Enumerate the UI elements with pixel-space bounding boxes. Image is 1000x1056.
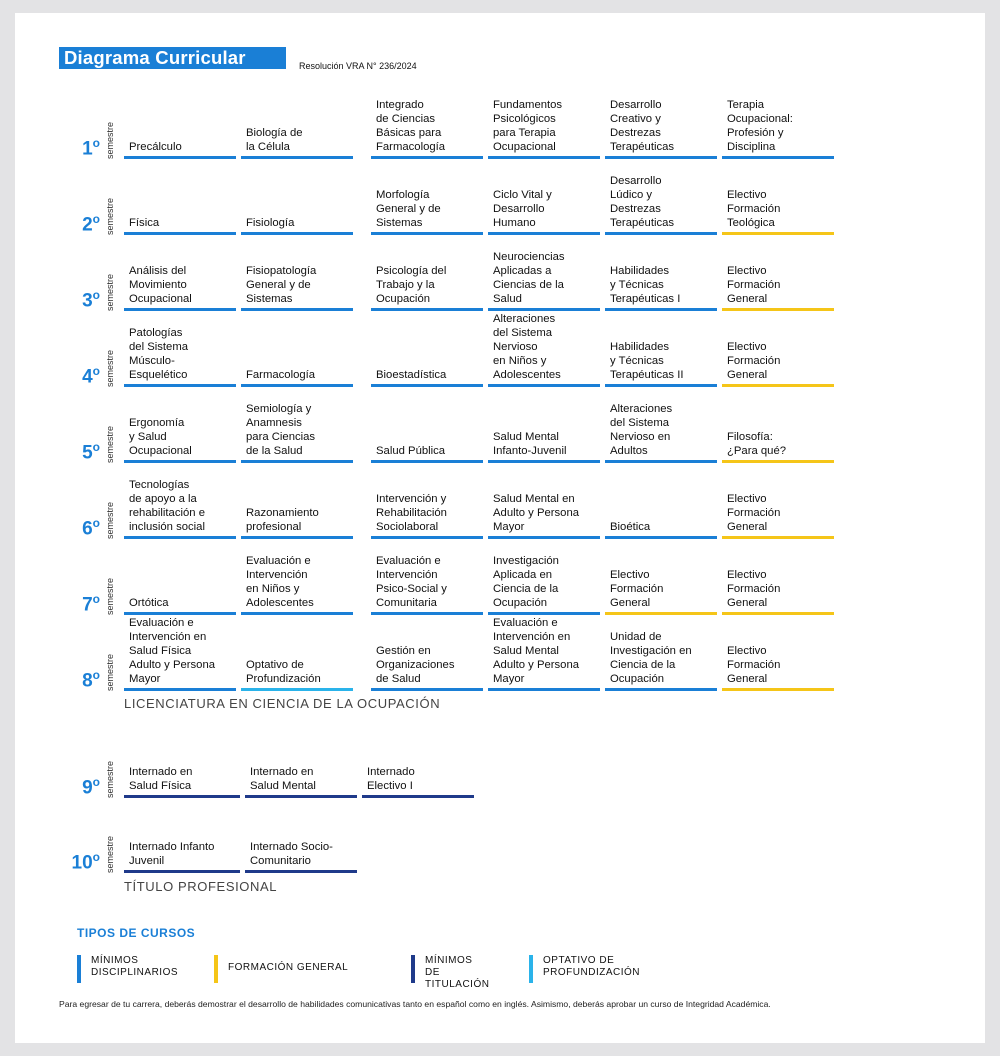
ordinal-mark: o <box>92 135 100 150</box>
course-type-bar <box>241 232 353 235</box>
course-name: Desarrollo Creativo y Destrezas Terapéuticas <box>610 99 675 153</box>
course-type-bar <box>241 308 353 311</box>
course-type-bar <box>605 612 717 615</box>
course-cell <box>241 95 353 159</box>
course-type-bar <box>722 232 834 235</box>
course-type-bar <box>722 460 834 463</box>
course-name: Evaluación e Intervención Psico-Social y Comunitaria <box>376 555 447 609</box>
legend-title: TIPOS DE CURSOS <box>77 926 196 940</box>
ordinal-mark: o <box>92 849 100 864</box>
course-cell <box>245 734 357 798</box>
semester-label <box>60 734 116 798</box>
course-type-bar <box>722 308 834 311</box>
course-type-bar <box>371 156 483 159</box>
ordinal-mark: o <box>92 363 100 378</box>
course-cell <box>371 399 483 463</box>
course-type-bar <box>124 536 236 539</box>
legend-color-bar <box>77 955 81 983</box>
semester-number <box>82 133 100 159</box>
course-name: Habilidades y Técnicas Terapéuticas II <box>610 341 684 381</box>
course-cell <box>605 171 717 235</box>
semester-label <box>60 95 116 159</box>
ordinal-mark: o <box>92 287 100 302</box>
course-cell <box>241 171 353 235</box>
course-name: Gestión en Organizaciones de Salud <box>376 645 455 685</box>
course-type-bar <box>488 384 600 387</box>
semester-number <box>72 847 100 873</box>
course-name: Biología de la Célula <box>246 127 303 153</box>
course-type-bar <box>124 460 236 463</box>
course-name: Electivo Formación General <box>727 341 781 381</box>
course-name: Ciclo Vital y Desarrollo Humano <box>493 189 552 229</box>
semester-number <box>82 209 100 235</box>
course-name: Alteraciones del Sistema Nervioso en Adultos <box>610 403 673 457</box>
course-type-bar <box>241 612 353 615</box>
semester-word: semestre <box>105 349 115 387</box>
course-name: Precálculo <box>129 141 182 153</box>
course-type-bar <box>124 870 240 873</box>
semester-number <box>82 665 100 691</box>
course-type-bar <box>722 156 834 159</box>
course-type-bar <box>605 232 717 235</box>
course-type-bar <box>124 688 236 691</box>
course-cell <box>371 95 483 159</box>
semester-number-value: 8 <box>82 670 93 691</box>
course-cell <box>605 323 717 387</box>
course-type-bar <box>605 460 717 463</box>
semester-number <box>82 589 100 615</box>
course-type-bar <box>488 308 600 311</box>
course-cell <box>124 809 240 873</box>
footer-note: Para egresar de tu carrera, deberás demostrar el desarrollo de habilidades comunicativas tanto en español como en inglés. Asimismo, deberás aprobar un curso de Integridad Académica. <box>59 999 771 1009</box>
course-name: Internado Socio- Comunitario <box>250 841 333 867</box>
course-cell <box>488 551 600 615</box>
course-type-bar <box>605 156 717 159</box>
course-cell <box>605 399 717 463</box>
legend-label: MÍNIMOS DE TITULACIÓN <box>425 955 490 990</box>
course-type-bar <box>371 232 483 235</box>
resolution-note: Resolución VRA N° 236/2024 <box>299 61 417 71</box>
semester-word: semestre <box>105 501 115 539</box>
course-type-bar <box>488 232 600 235</box>
course-name: Bioética <box>610 521 651 533</box>
program-label: LICENCIATURA EN CIENCIA DE LA OCUPACIÓN <box>124 696 441 711</box>
legend-color-bar <box>214 955 218 983</box>
course-name: Física <box>129 217 160 229</box>
course-name: Morfología General y de Sistemas <box>376 189 441 229</box>
course-type-bar <box>371 308 483 311</box>
course-name: Evaluación e Intervención en Salud Física Adulto y Persona Mayor <box>129 617 216 685</box>
course-name: Fisiología <box>246 217 295 229</box>
semester-label <box>60 551 116 615</box>
semester-word: semestre <box>105 760 115 798</box>
course-type-bar <box>241 156 353 159</box>
course-cell <box>605 247 717 311</box>
course-type-bar <box>605 384 717 387</box>
legend-color-bar <box>529 955 533 983</box>
semester-word: semestre <box>105 835 115 873</box>
semester-label <box>60 475 116 539</box>
course-name: Tecnologías de apoyo a la rehabilitación e inclusión social <box>129 479 205 533</box>
course-type-bar <box>124 384 236 387</box>
course-type-bar <box>241 384 353 387</box>
semester-label <box>60 171 116 235</box>
course-cell <box>362 734 474 798</box>
course-type-bar <box>124 795 240 798</box>
course-type-bar <box>371 612 483 615</box>
course-name: Alteraciones del Sistema Nervioso en Niños y Adolescentes <box>493 313 561 381</box>
course-cell <box>241 475 353 539</box>
course-name: Razonamiento profesional <box>246 507 319 533</box>
titulo-label: TÍTULO PROFESIONAL <box>124 879 278 894</box>
course-cell <box>722 247 834 311</box>
course-cell <box>124 617 236 691</box>
course-name: Semiología y Anamnesis para Ciencias de la Salud <box>246 403 316 457</box>
course-name: Internado Electivo I <box>367 766 415 792</box>
course-type-bar <box>488 156 600 159</box>
course-cell <box>241 247 353 311</box>
course-cell <box>124 475 236 539</box>
course-type-bar <box>488 612 600 615</box>
course-cell <box>722 95 834 159</box>
course-type-bar <box>722 536 834 539</box>
course-cell <box>241 323 353 387</box>
course-type-bar <box>124 612 236 615</box>
course-name: Integrado de Ciencias Básicas para Farmacología <box>376 99 446 153</box>
course-type-bar <box>241 536 353 539</box>
page-title: Diagrama Curricular <box>59 47 286 69</box>
course-name: Ortótica <box>129 597 169 609</box>
semester-label <box>60 247 116 311</box>
course-cell <box>488 171 600 235</box>
course-type-bar <box>488 460 600 463</box>
semester-number-value: 4 <box>82 366 93 387</box>
semester-number-value: 5 <box>82 442 93 463</box>
course-cell <box>488 617 600 691</box>
course-type-bar <box>371 536 483 539</box>
course-cell <box>371 171 483 235</box>
course-cell <box>488 313 600 387</box>
course-type-bar <box>488 536 600 539</box>
course-type-bar <box>124 232 236 235</box>
course-type-bar <box>245 795 357 798</box>
course-cell <box>488 95 600 159</box>
course-cell <box>488 247 600 311</box>
semester-number-value: 6 <box>82 518 93 539</box>
course-name: Salud Pública <box>376 445 446 457</box>
semester-number-value: 9 <box>82 777 93 798</box>
course-name: Electivo Formación General <box>727 265 781 305</box>
course-name: Internado en Salud Mental <box>250 766 316 792</box>
course-name: Internado Infanto Juvenil <box>129 841 215 867</box>
semester-label <box>60 399 116 463</box>
course-cell <box>124 323 236 387</box>
course-cell <box>488 399 600 463</box>
course-cell <box>722 475 834 539</box>
course-type-bar <box>722 384 834 387</box>
legend-color-bar <box>411 955 415 983</box>
course-cell <box>722 627 834 691</box>
course-type-bar <box>605 308 717 311</box>
semester-word: semestre <box>105 273 115 311</box>
course-cell <box>605 95 717 159</box>
course-name: Salud Mental en Adulto y Persona Mayor <box>493 493 580 533</box>
semester-label <box>60 627 116 691</box>
semester-number-value: 1 <box>82 138 93 159</box>
course-name: Neurociencias Aplicadas a Ciencias de la Salud <box>493 251 565 305</box>
course-cell <box>124 247 236 311</box>
course-cell <box>124 171 236 235</box>
semester-label <box>60 809 116 873</box>
legend-label: MÍNIMOS DISCIPLINARIOS <box>91 955 179 978</box>
course-cell <box>371 323 483 387</box>
semester-word: semestre <box>105 121 115 159</box>
course-cell <box>124 734 240 798</box>
ordinal-mark: o <box>92 439 100 454</box>
course-name: Terapia Ocupacional: Profesión y Disciplina <box>727 99 793 153</box>
semester-number <box>82 772 100 798</box>
course-type-bar <box>488 688 600 691</box>
course-name: Evaluación e Intervención en Salud Mental Adulto y Persona Mayor <box>493 617 580 685</box>
legend-label: OPTATIVO DE PROFUNDIZACIÓN <box>543 955 640 978</box>
course-cell <box>241 551 353 615</box>
ordinal-mark: o <box>92 591 100 606</box>
semester-number-value: 7 <box>82 594 93 615</box>
course-cell <box>124 551 236 615</box>
course-type-bar <box>124 156 236 159</box>
course-name: Investigación Aplicada en Ciencia de la Ocupación <box>493 555 559 609</box>
course-name: Análisis del Movimiento Ocupacional <box>129 265 192 305</box>
semester-number <box>82 285 100 311</box>
course-type-bar <box>241 460 353 463</box>
course-cell <box>241 399 353 463</box>
course-name: Electivo Formación General <box>727 569 781 609</box>
course-name: Filosofía: ¿Para qué? <box>727 431 787 457</box>
semester-label <box>60 323 116 387</box>
course-name: Fundamentos Psicológicos para Terapia Ocupacional <box>493 99 563 153</box>
course-name: Fisiopatología General y de Sistemas <box>246 265 317 305</box>
course-name: Intervención y Rehabilitación Sociolaboral <box>376 493 447 533</box>
course-type-bar <box>371 688 483 691</box>
semester-number-value: 10 <box>71 852 93 873</box>
course-cell <box>371 627 483 691</box>
semester-number-value: 2 <box>82 214 93 235</box>
semester-number-value: 3 <box>82 290 93 311</box>
semester-number <box>82 361 100 387</box>
ordinal-mark: o <box>92 211 100 226</box>
course-cell <box>488 475 600 539</box>
course-type-bar <box>722 688 834 691</box>
course-type-bar <box>371 384 483 387</box>
course-name: Salud Mental Infanto-Juvenil <box>493 431 567 457</box>
course-type-bar <box>605 536 717 539</box>
semester-word: semestre <box>105 425 115 463</box>
course-type-bar <box>124 308 236 311</box>
course-name: Optativo de Profundización <box>246 659 321 685</box>
course-cell <box>722 323 834 387</box>
course-name: Electivo Formación General <box>727 493 781 533</box>
course-type-bar <box>722 612 834 615</box>
course-name: Desarrollo Lúdico y Destrezas Terapéuticas <box>610 175 675 229</box>
course-cell <box>722 399 834 463</box>
semester-number <box>82 437 100 463</box>
course-name: Internado en Salud Física <box>129 766 193 792</box>
course-type-bar <box>371 460 483 463</box>
semester-number <box>82 513 100 539</box>
course-name: Farmacología <box>246 369 316 381</box>
course-name: Electivo Formación Teológica <box>727 189 781 229</box>
course-type-bar <box>245 870 357 873</box>
course-cell <box>124 95 236 159</box>
ordinal-mark: o <box>92 515 100 530</box>
course-cell <box>124 399 236 463</box>
course-name: Ergonomía y Salud Ocupacional <box>129 417 192 457</box>
course-name: Bioestadística <box>376 369 447 381</box>
course-name: Patologías del Sistema Músculo- Esquelético <box>129 327 189 381</box>
course-name: Electivo Formación General <box>610 569 664 609</box>
course-type-bar <box>362 795 474 798</box>
semester-word: semestre <box>105 197 115 235</box>
ordinal-mark: o <box>92 774 100 789</box>
course-name: Unidad de Investigación en Ciencia de la Ocupación <box>610 631 692 685</box>
semester-word: semestre <box>105 653 115 691</box>
course-name: Electivo Formación General <box>727 645 781 685</box>
course-cell <box>371 247 483 311</box>
course-cell <box>722 551 834 615</box>
legend-label: FORMACIÓN GENERAL <box>228 962 349 973</box>
course-name: Evaluación e Intervención en Niños y Adolescentes <box>246 555 314 609</box>
course-type-bar <box>241 688 353 691</box>
course-name: Psicología del Trabajo y la Ocupación <box>376 265 447 305</box>
course-cell <box>245 809 357 873</box>
course-cell <box>241 627 353 691</box>
course-cell <box>605 627 717 691</box>
course-cell <box>371 551 483 615</box>
ordinal-mark: o <box>92 667 100 682</box>
course-cell <box>605 475 717 539</box>
course-cell <box>722 171 834 235</box>
semester-word: semestre <box>105 577 115 615</box>
course-name: Habilidades y Técnicas Terapéuticas I <box>610 265 681 305</box>
course-cell <box>605 551 717 615</box>
course-type-bar <box>605 688 717 691</box>
course-cell <box>371 475 483 539</box>
